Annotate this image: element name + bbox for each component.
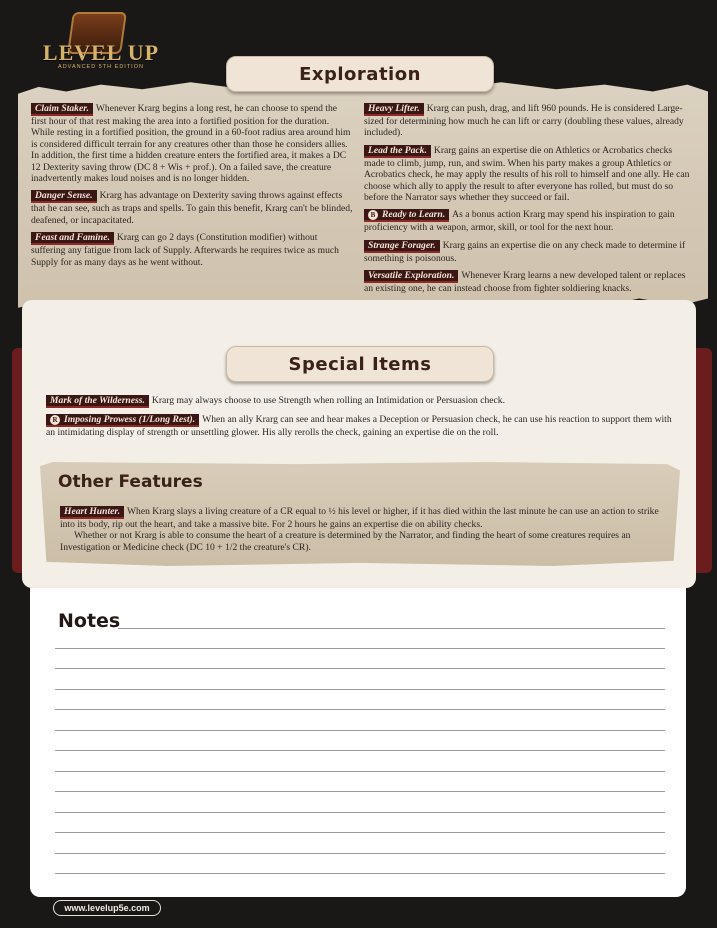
- feature-label: Versatile Exploration.: [364, 270, 458, 283]
- logo-subtitle: ADVANCED 5TH EDITION: [58, 64, 144, 70]
- notes-line[interactable]: [55, 668, 665, 669]
- notes-line[interactable]: [55, 791, 665, 792]
- notes-line[interactable]: [55, 750, 665, 751]
- feature-text: Krarg can go 2 days (Constitution modifier) without suffering any fatigue from lack of Supply. Afterwards he requires twice as much Supply for as many days as he went without.: [31, 232, 339, 268]
- feature-label: Heart Hunter.: [60, 506, 124, 519]
- footer-website-link[interactable]: www.levelup5e.com: [53, 900, 161, 916]
- notes-title: Notes: [58, 610, 121, 632]
- exploration-left-column: [31, 103, 353, 274]
- feature-danger-sense: [31, 190, 353, 226]
- feature-label: Feast and Famine.: [31, 232, 114, 245]
- feature-claim-staker: [31, 103, 353, 184]
- feature-feast-and-famine: [31, 232, 353, 268]
- feature-label: Claim Staker.: [31, 103, 93, 116]
- item-mark-of-the-wilderness: [46, 395, 682, 408]
- feature-heart-hunter-note: Whether or not Krarg is able to consume the heart of a creature is determined by the Narrator, and finding the heart of some creatures requires an Investigation or Medicine check (DC 10 + 1/2 the creature's CR).: [60, 530, 631, 553]
- feature-label: Strange Forager.: [364, 240, 440, 253]
- notes-panel: [30, 588, 686, 897]
- other-features-body: [60, 506, 670, 559]
- logo-wordmark: LEVEL UP: [42, 40, 160, 65]
- item-text: Krarg may always choose to use Strength when rolling an Intimidation or Persuasion check.: [151, 395, 506, 406]
- feature-heart-hunter: [60, 506, 670, 530]
- notes-line[interactable]: [55, 730, 665, 731]
- notes-line[interactable]: [55, 771, 665, 772]
- feature-text: Krarg has advantage on Dexterity saving throws against effects that he can see, such as traps and spells. To gain this benefit, Krarg can't be blinded, deafened, or incapacitated.: [31, 190, 353, 226]
- notes-line[interactable]: [55, 832, 665, 833]
- feature-text: Krarg gains an expertise die on any check made to determine if something is poisonous.: [364, 239, 686, 264]
- special-items-list: [46, 395, 682, 444]
- item-label: Mark of the Wilderness.: [46, 395, 149, 408]
- reaction-badge-icon: R: [50, 415, 60, 425]
- feature-lead-the-pack: [364, 145, 690, 204]
- exploration-right-column: [364, 103, 690, 301]
- feature-label: Danger Sense.: [31, 190, 97, 203]
- notes-line[interactable]: [55, 709, 665, 710]
- bonus-action-badge-icon: B: [368, 210, 378, 220]
- notes-line[interactable]: [55, 689, 665, 690]
- feature-heavy-lifter: [364, 103, 690, 139]
- feature-text: Krarg can push, drag, and lift 960 pounds. He is considered Large-sized for determining how much he can lift or carry (doubling these values, already included).: [364, 103, 684, 139]
- notes-line[interactable]: [55, 853, 665, 854]
- notes-line[interactable]: [118, 628, 665, 629]
- item-text: When an ally Krarg can see and hear makes a Deception or Persuasion check, he can use his reaction to support them with an intimidating display of strength or unsettling glower. His ally rerolls the check, gaining an expertise die on the roll.: [46, 414, 672, 438]
- feature-text: Whenever Krarg learns a new developed talent or replaces an existing one, he can instead choose from fighter soldiering knacks.: [364, 270, 686, 295]
- feature-label: B Ready to Learn.: [364, 209, 449, 222]
- feature-text: When Krarg slays a living creature of a CR equal to ½ his level or higher, if it has died within the last minute he can use an action to strike into its body, rip out the heart, and take a massive bite. For 2 hours he gains an expertise die on ability checks.: [60, 506, 659, 530]
- feature-ready-to-learn: [364, 209, 690, 233]
- notes-line[interactable]: [55, 812, 665, 813]
- special-items-title: Special Items: [226, 346, 494, 382]
- feature-versatile-exploration: [364, 270, 690, 294]
- exploration-title: Exploration: [226, 56, 494, 92]
- feature-label: Heavy Lifter.: [364, 103, 424, 116]
- feature-text: Krarg gains an expertise die on Athletics or Acrobatics checks made to climb, jump, run, and swim. When his party makes a group Athletics or Acrobatics check, he may apply the results of his roll to himself and one ally. He can choose which ally to apply the result to after everyone has rolled, but must do so before the Narrator says whether they succeed or fail.: [364, 144, 690, 204]
- other-features-title: Other Features: [58, 472, 203, 492]
- level-up-logo: [36, 12, 166, 70]
- feature-text: Whenever Krarg begins a long rest, he can choose to spend the first hour of that rest making the area into a fortified position for the duration. While resting in a fortified position, the ground in a 60-foot radius area around him is considered difficult terrain for any creatures other than those he considers allies. In addition, the first time a hidden creature enters the fortified area, it makes a DC 12 Dexterity saving throw (DC 8 + Wis + prof.). On a failed save, the creature inadvertently makes loud noises and is no longer hidden.: [31, 103, 351, 185]
- feature-text: As a bonus action Krarg may spend his inspiration to gain proficiency with a weapon, armor, skill, or tool for the next hour.: [364, 209, 675, 234]
- notes-line[interactable]: [55, 873, 665, 874]
- feature-label: Lead the Pack.: [364, 145, 431, 158]
- feature-strange-forager: [364, 240, 690, 264]
- notes-line[interactable]: [55, 648, 665, 649]
- item-label: R Imposing Prowess (1/Long Rest).: [46, 414, 199, 427]
- item-imposing-prowess: [46, 414, 682, 438]
